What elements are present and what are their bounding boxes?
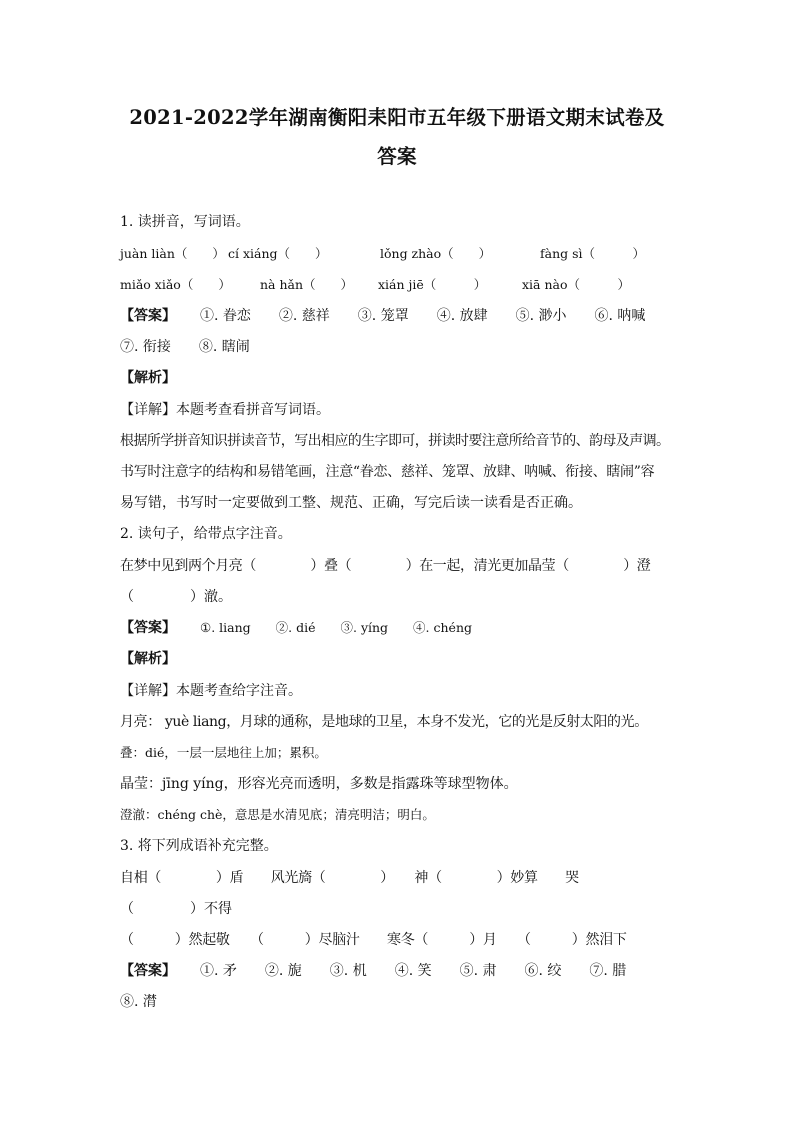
q2-question: 2. 读句子，给带点字注音。 xyxy=(120,526,292,542)
pinyin-item: nà hǎn（ ） xyxy=(260,277,354,292)
pinyin-item: xián jiē（ ） xyxy=(378,277,487,292)
q2-sentence: 在梦中见到两个月亮（ ）叠（ ）在一起，清光更加晶莹（ ）澄 xyxy=(120,558,651,574)
q3-answer-line-2: ⑧. 潸 xyxy=(120,994,157,1010)
page-title: 2021-2022学年湖南衡阳耒阳市五年级下册语文期末试卷及 xyxy=(129,106,665,129)
pinyin-item: xiā nào（ ） xyxy=(522,277,631,292)
q2-detail: 【详解】本题考查给字注音。 xyxy=(120,683,302,699)
pinyin-item: fàng sì（ ） xyxy=(540,246,646,261)
page-title-continued: 答案 xyxy=(377,145,417,168)
pinyin-item: miǎo xiǎo（ ） xyxy=(120,277,231,292)
q2-explanation: 晶莹：jīng yíng，形容光亮而透明，多数是指露珠等球型物体。 xyxy=(120,776,518,792)
answer-text: ①. liang ②. dié ③. yíng ④. chéng xyxy=(200,620,473,635)
pinyin-item: lǒng zhào（ ） xyxy=(380,246,492,261)
q2-explanation: 澄澈：chéng chè，意思是水清见底；清亮明洁；明白。 xyxy=(120,807,435,822)
pinyin-item: cí xiáng（ ） xyxy=(228,246,328,261)
q3-answer-line xyxy=(120,961,680,981)
q1-paragraph: 根据所学拼音知识拼读音节，写出相应的生字即可，拼读时要注意所给音节的、韵母及声调。 xyxy=(120,433,670,449)
answer-tag: 【答案】 xyxy=(120,308,176,324)
answer-tag: 【答案】 xyxy=(120,620,176,636)
q2-sentence-continued: （ ）澈。 xyxy=(120,589,232,605)
q3-idiom-row: （ ）然起敬 （ ）尽脑汁 寒冬（ ）月 （ ）然泪下 xyxy=(120,932,627,948)
answer-text: ①. 眷恋 ②. 慈祥 ③. 笼罩 ④. 放肆 ⑤. 渺小 ⑥. 呐喊 xyxy=(200,308,646,324)
q1-question: 1. 读拼音，写词语。 xyxy=(120,214,250,230)
q1-answer-line xyxy=(120,306,680,326)
q1-paragraph: 易写错，书写时一定要做到工整、规范、正确，写完后读一读看是否正确。 xyxy=(120,495,582,511)
q1-pinyin-row-1 xyxy=(120,244,680,264)
q1-paragraph: 书写时注意字的结构和易错笔画，注意“眷恋、慈祥、笼罩、放肆、呐喊、衔接、瞎闹”容 xyxy=(120,464,655,480)
q1-analysis-tag: 【解析】 xyxy=(120,370,176,386)
q3-question: 3. 将下列成语补充完整。 xyxy=(120,838,278,854)
q2-answer-line xyxy=(120,618,680,638)
q1-detail: 【详解】本题考查看拼音写词语。 xyxy=(120,402,330,418)
q3-idiom-row: （ ）不得 xyxy=(120,901,232,917)
q2-explanation: 叠：dié，一层一层地往上加；累积。 xyxy=(120,745,327,760)
q3-idiom-row: 自相（ ）盾 风光旖（ ） 神（ ）妙算 哭 xyxy=(120,870,579,886)
answer-tag: 【答案】 xyxy=(120,963,176,979)
q1-answer-line-2: ⑦. 衔接 ⑧. 瞎闹 xyxy=(120,339,250,355)
pinyin-item: juàn liàn（ ） xyxy=(120,246,225,261)
answer-text: ①. 矛 ②. 旎 ③. 机 ④. 笑 ⑤. 肃 ⑥. 绞 ⑦. 腊 xyxy=(200,963,627,979)
q2-explanation: 月亮： yuè liang，月球的通称，是地球的卫星，本身不发光，它的光是反射太阳的光。 xyxy=(120,714,648,730)
q2-analysis-tag: 【解析】 xyxy=(120,651,176,667)
q1-pinyin-row-2 xyxy=(120,275,680,295)
